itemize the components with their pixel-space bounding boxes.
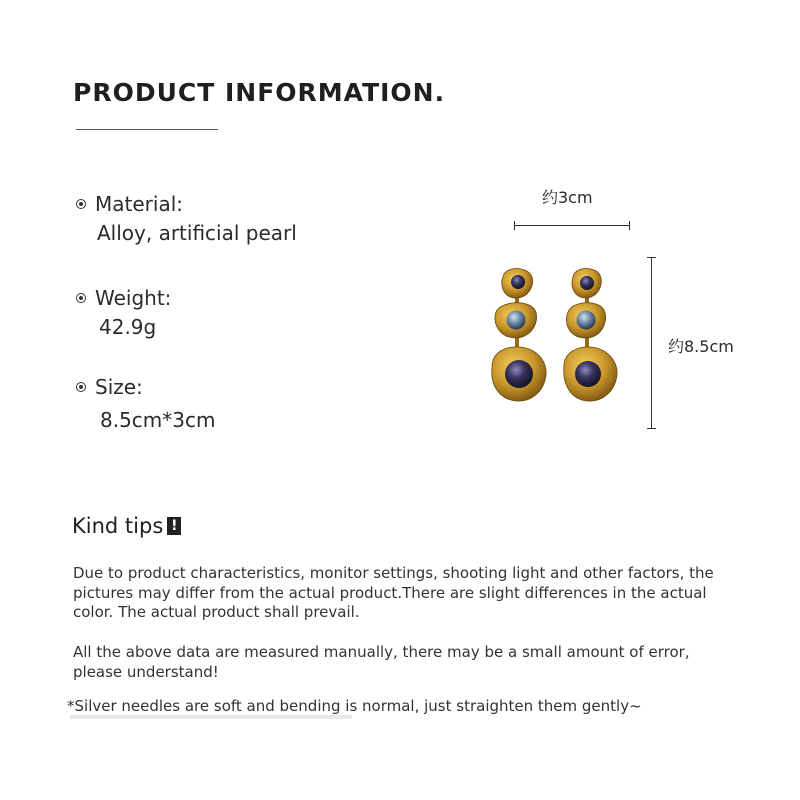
spec-material (76, 191, 297, 245)
spec-weight (76, 285, 171, 339)
page-title: PRODUCT INFORMATION. (73, 78, 446, 107)
width-dimension-label: 约3cm (542, 188, 593, 207)
spec-label: Size: (95, 375, 143, 399)
height-dimension-label: 约8.5cm (668, 337, 734, 356)
bullet-icon (76, 199, 86, 209)
spec-label: Weight: (95, 286, 172, 310)
exclamation-icon: ! (167, 517, 181, 535)
height-dimension-line (651, 257, 652, 429)
earring-right (564, 268, 617, 401)
needle-note: *Silver needles are soft and bending is normal, just straighten them gently~ (67, 697, 642, 715)
earring-left (492, 268, 546, 401)
kind-tips-title: Kind tips (72, 514, 164, 538)
bullet-icon (76, 293, 86, 303)
width-dimension-line (514, 225, 630, 226)
bullet-icon (76, 382, 86, 392)
spec-size (76, 374, 216, 432)
spec-label: Material: (95, 192, 183, 216)
tips-paragraph-2: All the above data are measured manually, there may be a small amount of error, please understand! (73, 643, 690, 681)
kind-tips-heading (72, 514, 181, 538)
spec-value: 8.5cm*3cm (100, 408, 216, 432)
tips-paragraph-1: Due to product characteristics, monitor settings, shooting light and other factors, the pictures may differ from the actual product.There are slight differences in the actual color. The actual product shall prevail. (73, 564, 714, 621)
spec-value: 42.9g (99, 315, 157, 339)
spec-value: Alloy, artificial pearl (97, 221, 297, 245)
title-divider (76, 129, 218, 130)
earrings-image (484, 262, 624, 412)
note-highlight (70, 715, 352, 719)
